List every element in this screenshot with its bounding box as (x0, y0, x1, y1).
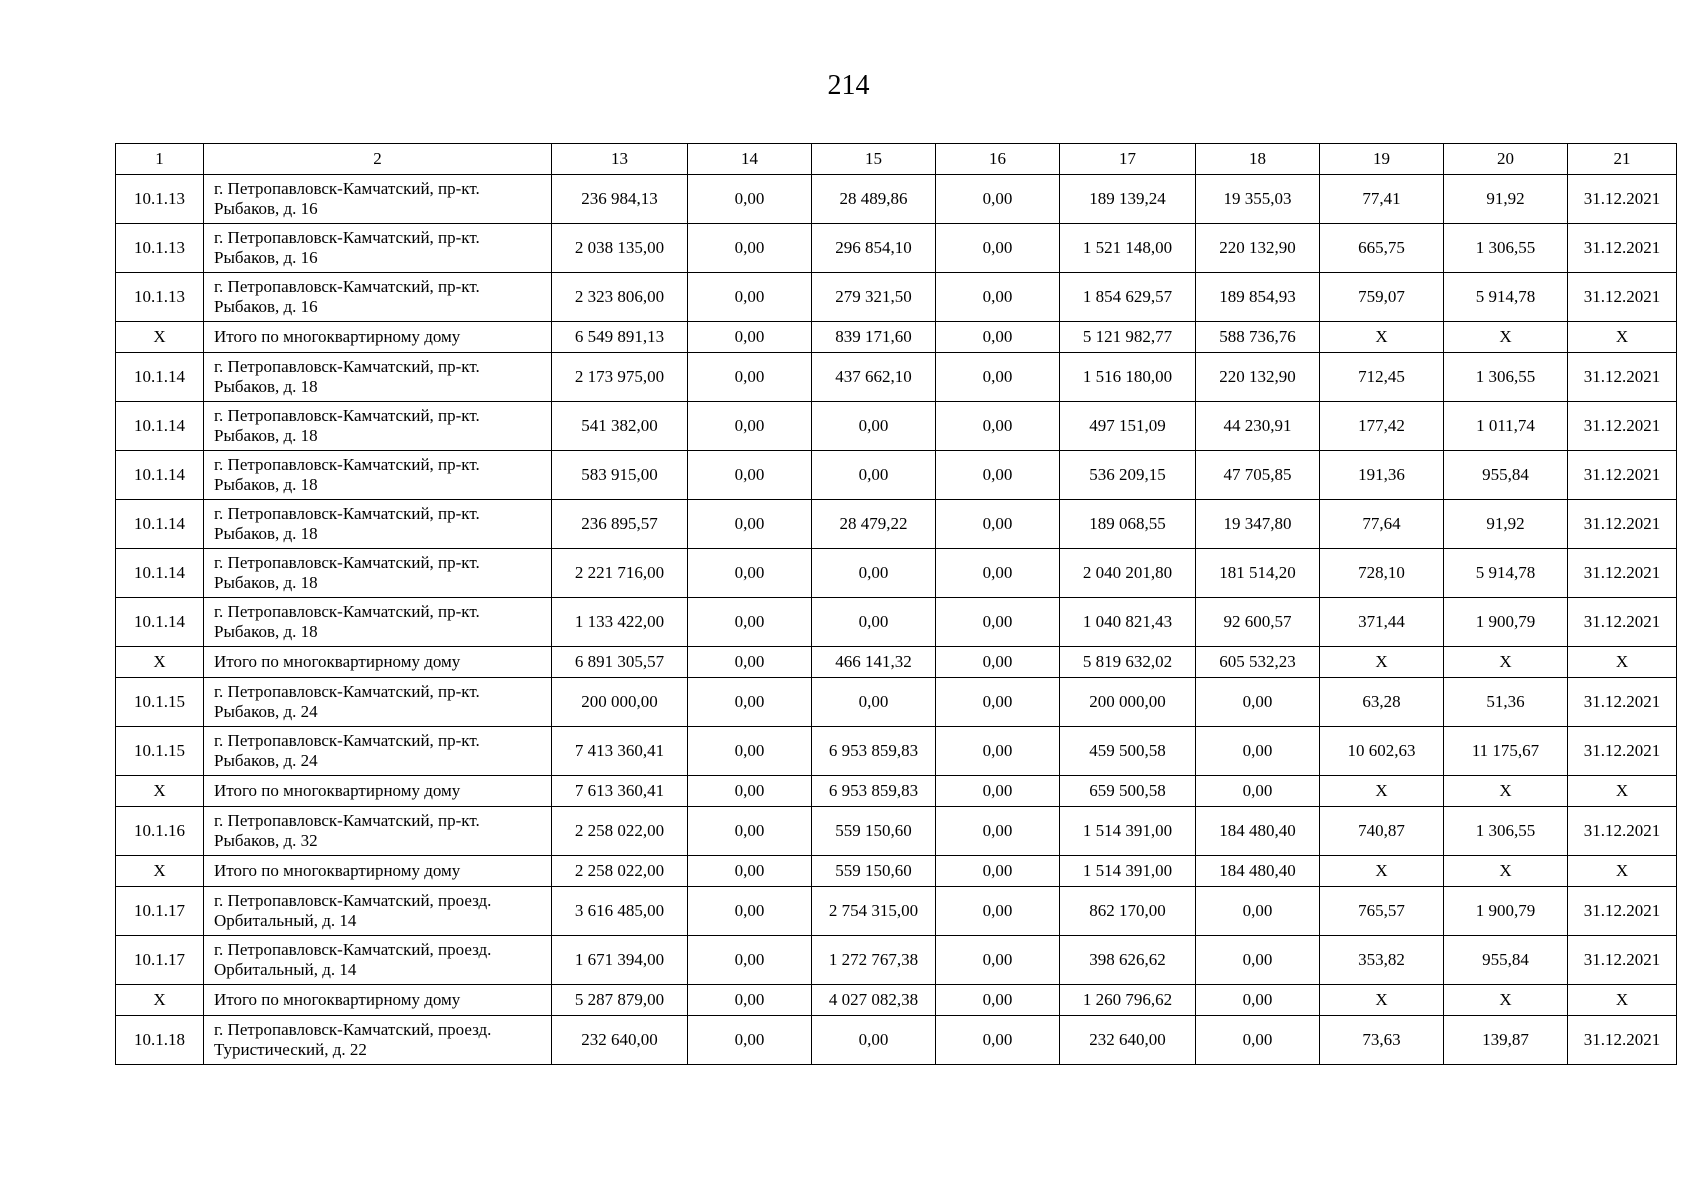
col14-cell: 0,00 (688, 678, 812, 727)
total-row (116, 647, 1677, 678)
row-number-cell: 10.1.14 (116, 353, 204, 402)
col15-cell: 279 321,50 (812, 273, 936, 322)
date-cell: X (1568, 776, 1677, 807)
row-number-cell: 10.1.15 (116, 678, 204, 727)
table-row (116, 175, 1677, 224)
column-number: 13 (552, 144, 688, 175)
row-number-cell: 10.1.17 (116, 887, 204, 936)
address-cell: г. Петропавловск-Камчатский, пр-кт. Рыбаков, д. 18 (204, 549, 552, 598)
row-number-cell: X (116, 647, 204, 678)
address-cell: г. Петропавловск-Камчатский, пр-кт. Рыбаков, д. 18 (204, 402, 552, 451)
address-cell: г. Петропавловск-Камчатский, проезд. Орбитальный, д. 14 (204, 936, 552, 985)
col17-cell: 862 170,00 (1060, 887, 1196, 936)
address-cell: Итого по многоквартирному дому (204, 856, 552, 887)
col16-cell: 0,00 (936, 224, 1060, 273)
col20-cell: 955,84 (1444, 936, 1568, 985)
col16-cell: 0,00 (936, 1016, 1060, 1065)
address-cell: г. Петропавловск-Камчатский, пр-кт. Рыбаков, д. 16 (204, 273, 552, 322)
col19-cell: 73,63 (1320, 1016, 1444, 1065)
col17-cell: 459 500,58 (1060, 727, 1196, 776)
col19-cell: 77,64 (1320, 500, 1444, 549)
col18-cell: 0,00 (1196, 1016, 1320, 1065)
col19-cell: 665,75 (1320, 224, 1444, 273)
col16-cell: 0,00 (936, 807, 1060, 856)
col18-cell: 184 480,40 (1196, 807, 1320, 856)
col15-cell: 296 854,10 (812, 224, 936, 273)
col20-cell: X (1444, 856, 1568, 887)
col16-cell: 0,00 (936, 598, 1060, 647)
col20-cell: X (1444, 776, 1568, 807)
row-number-cell: 10.1.18 (116, 1016, 204, 1065)
col13-cell: 2 258 022,00 (552, 807, 688, 856)
address-cell: Итого по многоквартирному дому (204, 985, 552, 1016)
col18-cell: 189 854,93 (1196, 273, 1320, 322)
col14-cell: 0,00 (688, 807, 812, 856)
col18-cell: 0,00 (1196, 887, 1320, 936)
col16-cell: 0,00 (936, 727, 1060, 776)
col18-cell: 0,00 (1196, 985, 1320, 1016)
col17-cell: 5 121 982,77 (1060, 322, 1196, 353)
col17-cell: 659 500,58 (1060, 776, 1196, 807)
row-number-cell: X (116, 322, 204, 353)
date-cell: 31.12.2021 (1568, 1016, 1677, 1065)
col18-cell: 19 347,80 (1196, 500, 1320, 549)
col13-cell: 3 616 485,00 (552, 887, 688, 936)
col20-cell: X (1444, 985, 1568, 1016)
col14-cell: 0,00 (688, 776, 812, 807)
col14-cell: 0,00 (688, 936, 812, 985)
col16-cell: 0,00 (936, 887, 1060, 936)
col17-cell: 1 514 391,00 (1060, 856, 1196, 887)
address-cell: г. Петропавловск-Камчатский, пр-кт. Рыбаков, д. 18 (204, 353, 552, 402)
col15-cell: 0,00 (812, 598, 936, 647)
col14-cell: 0,00 (688, 647, 812, 678)
row-number-cell: 10.1.16 (116, 807, 204, 856)
col13-cell: 5 287 879,00 (552, 985, 688, 1016)
column-number: 20 (1444, 144, 1568, 175)
col20-cell: X (1444, 647, 1568, 678)
col14-cell: 0,00 (688, 598, 812, 647)
col19-cell: 371,44 (1320, 598, 1444, 647)
row-number-cell: 10.1.17 (116, 936, 204, 985)
col13-cell: 2 038 135,00 (552, 224, 688, 273)
col19-cell: X (1320, 985, 1444, 1016)
col14-cell: 0,00 (688, 224, 812, 273)
table-row (116, 273, 1677, 322)
address-cell: г. Петропавловск-Камчатский, пр-кт. Рыбаков, д. 16 (204, 224, 552, 273)
col20-cell: 955,84 (1444, 451, 1568, 500)
col13-cell: 7 613 360,41 (552, 776, 688, 807)
col18-cell: 0,00 (1196, 936, 1320, 985)
col20-cell: 91,92 (1444, 175, 1568, 224)
col16-cell: 0,00 (936, 936, 1060, 985)
col18-cell: 181 514,20 (1196, 549, 1320, 598)
col14-cell: 0,00 (688, 451, 812, 500)
col14-cell: 0,00 (688, 985, 812, 1016)
table-row (116, 807, 1677, 856)
col20-cell: 1 900,79 (1444, 887, 1568, 936)
col18-cell: 0,00 (1196, 678, 1320, 727)
col14-cell: 0,00 (688, 322, 812, 353)
table-row (116, 224, 1677, 273)
col17-cell: 1 521 148,00 (1060, 224, 1196, 273)
address-cell: г. Петропавловск-Камчатский, пр-кт. Рыбаков, д. 24 (204, 678, 552, 727)
col13-cell: 236 984,13 (552, 175, 688, 224)
row-number-cell: 10.1.15 (116, 727, 204, 776)
col17-cell: 398 626,62 (1060, 936, 1196, 985)
col13-cell: 232 640,00 (552, 1016, 688, 1065)
row-number-cell: X (116, 856, 204, 887)
col19-cell: X (1320, 647, 1444, 678)
column-number: 21 (1568, 144, 1677, 175)
col17-cell: 497 151,09 (1060, 402, 1196, 451)
col14-cell: 0,00 (688, 175, 812, 224)
date-cell: 31.12.2021 (1568, 353, 1677, 402)
col13-cell: 541 382,00 (552, 402, 688, 451)
col17-cell: 189 068,55 (1060, 500, 1196, 549)
table-row (116, 549, 1677, 598)
col17-cell: 2 040 201,80 (1060, 549, 1196, 598)
col16-cell: 0,00 (936, 776, 1060, 807)
row-number-cell: 10.1.13 (116, 224, 204, 273)
address-cell: г. Петропавловск-Камчатский, пр-кт. Рыбаков, д. 16 (204, 175, 552, 224)
row-number-cell: 10.1.14 (116, 402, 204, 451)
col14-cell: 0,00 (688, 549, 812, 598)
col18-cell: 47 705,85 (1196, 451, 1320, 500)
total-row (116, 985, 1677, 1016)
col15-cell: 2 754 315,00 (812, 887, 936, 936)
table-row (116, 936, 1677, 985)
col19-cell: 728,10 (1320, 549, 1444, 598)
col16-cell: 0,00 (936, 549, 1060, 598)
col15-cell: 0,00 (812, 402, 936, 451)
col14-cell: 0,00 (688, 887, 812, 936)
col16-cell: 0,00 (936, 402, 1060, 451)
col13-cell: 2 173 975,00 (552, 353, 688, 402)
column-number: 15 (812, 144, 936, 175)
column-number: 1 (116, 144, 204, 175)
date-cell: X (1568, 856, 1677, 887)
date-cell: 31.12.2021 (1568, 936, 1677, 985)
col19-cell: 740,87 (1320, 807, 1444, 856)
col15-cell: 559 150,60 (812, 807, 936, 856)
col15-cell: 466 141,32 (812, 647, 936, 678)
column-number: 16 (936, 144, 1060, 175)
col18-cell: 0,00 (1196, 776, 1320, 807)
col18-cell: 19 355,03 (1196, 175, 1320, 224)
col19-cell: 63,28 (1320, 678, 1444, 727)
col13-cell: 2 258 022,00 (552, 856, 688, 887)
col14-cell: 0,00 (688, 500, 812, 549)
col13-cell: 6 891 305,57 (552, 647, 688, 678)
table-row (116, 402, 1677, 451)
col16-cell: 0,00 (936, 856, 1060, 887)
col17-cell: 1 854 629,57 (1060, 273, 1196, 322)
col17-cell: 232 640,00 (1060, 1016, 1196, 1065)
table-row (116, 598, 1677, 647)
date-cell: 31.12.2021 (1568, 273, 1677, 322)
col17-cell: 1 260 796,62 (1060, 985, 1196, 1016)
col13-cell: 6 549 891,13 (552, 322, 688, 353)
col16-cell: 0,00 (936, 678, 1060, 727)
table-row (116, 353, 1677, 402)
table-row (116, 1016, 1677, 1065)
row-number-cell: 10.1.14 (116, 598, 204, 647)
col13-cell: 1 671 394,00 (552, 936, 688, 985)
address-cell: г. Петропавловск-Камчатский, пр-кт. Рыбаков, д. 18 (204, 451, 552, 500)
total-row (116, 856, 1677, 887)
col14-cell: 0,00 (688, 1016, 812, 1065)
col19-cell: 191,36 (1320, 451, 1444, 500)
date-cell: 31.12.2021 (1568, 727, 1677, 776)
date-cell: X (1568, 985, 1677, 1016)
col15-cell: 6 953 859,83 (812, 776, 936, 807)
row-number-cell: 10.1.13 (116, 273, 204, 322)
col20-cell: 5 914,78 (1444, 549, 1568, 598)
col14-cell: 0,00 (688, 353, 812, 402)
col13-cell: 236 895,57 (552, 500, 688, 549)
col15-cell: 0,00 (812, 451, 936, 500)
col20-cell: 91,92 (1444, 500, 1568, 549)
col16-cell: 0,00 (936, 353, 1060, 402)
column-number: 19 (1320, 144, 1444, 175)
col15-cell: 1 272 767,38 (812, 936, 936, 985)
col18-cell: 220 132,90 (1196, 353, 1320, 402)
col20-cell: 11 175,67 (1444, 727, 1568, 776)
address-cell: Итого по многоквартирному дому (204, 647, 552, 678)
total-row (116, 776, 1677, 807)
col17-cell: 1 040 821,43 (1060, 598, 1196, 647)
date-cell: X (1568, 647, 1677, 678)
col20-cell: 1 900,79 (1444, 598, 1568, 647)
column-number: 18 (1196, 144, 1320, 175)
col16-cell: 0,00 (936, 451, 1060, 500)
address-cell: г. Петропавловск-Камчатский, пр-кт. Рыбаков, д. 18 (204, 500, 552, 549)
row-number-cell: 10.1.14 (116, 500, 204, 549)
table-row (116, 451, 1677, 500)
col20-cell: 1 306,55 (1444, 807, 1568, 856)
date-cell: 31.12.2021 (1568, 598, 1677, 647)
col13-cell: 1 133 422,00 (552, 598, 688, 647)
col20-cell: 1 306,55 (1444, 353, 1568, 402)
total-row (116, 322, 1677, 353)
col18-cell: 605 532,23 (1196, 647, 1320, 678)
date-cell: 31.12.2021 (1568, 175, 1677, 224)
page-number: 214 (827, 70, 870, 101)
address-cell: г. Петропавловск-Камчатский, пр-кт. Рыбаков, д. 18 (204, 598, 552, 647)
col19-cell: X (1320, 856, 1444, 887)
col13-cell: 7 413 360,41 (552, 727, 688, 776)
col19-cell: 10 602,63 (1320, 727, 1444, 776)
col14-cell: 0,00 (688, 727, 812, 776)
row-number-cell: 10.1.14 (116, 451, 204, 500)
col15-cell: 28 479,22 (812, 500, 936, 549)
col17-cell: 5 819 632,02 (1060, 647, 1196, 678)
col19-cell: 353,82 (1320, 936, 1444, 985)
column-number-row (116, 144, 1677, 175)
col17-cell: 536 209,15 (1060, 451, 1196, 500)
address-cell: г. Петропавловск-Камчатский, пр-кт. Рыбаков, д. 24 (204, 727, 552, 776)
col19-cell: 765,57 (1320, 887, 1444, 936)
col13-cell: 583 915,00 (552, 451, 688, 500)
data-table (115, 143, 1677, 1065)
row-number-cell: 10.1.14 (116, 549, 204, 598)
column-number: 14 (688, 144, 812, 175)
col15-cell: 6 953 859,83 (812, 727, 936, 776)
address-cell: Итого по многоквартирному дому (204, 322, 552, 353)
col20-cell: 1 306,55 (1444, 224, 1568, 273)
col17-cell: 189 139,24 (1060, 175, 1196, 224)
col18-cell: 92 600,57 (1196, 598, 1320, 647)
col15-cell: 437 662,10 (812, 353, 936, 402)
col13-cell: 2 323 806,00 (552, 273, 688, 322)
col15-cell: 0,00 (812, 549, 936, 598)
table-row (116, 727, 1677, 776)
col15-cell: 0,00 (812, 678, 936, 727)
table-row (116, 678, 1677, 727)
col20-cell: 1 011,74 (1444, 402, 1568, 451)
col14-cell: 0,00 (688, 856, 812, 887)
col18-cell: 44 230,91 (1196, 402, 1320, 451)
address-cell: г. Петропавловск-Камчатский, пр-кт. Рыбаков, д. 32 (204, 807, 552, 856)
col15-cell: 0,00 (812, 1016, 936, 1065)
col20-cell: 51,36 (1444, 678, 1568, 727)
col16-cell: 0,00 (936, 500, 1060, 549)
col20-cell: 139,87 (1444, 1016, 1568, 1065)
col16-cell: 0,00 (936, 985, 1060, 1016)
date-cell: 31.12.2021 (1568, 451, 1677, 500)
col19-cell: 177,42 (1320, 402, 1444, 451)
col15-cell: 4 027 082,38 (812, 985, 936, 1016)
date-cell: 31.12.2021 (1568, 887, 1677, 936)
address-cell: г. Петропавловск-Камчатский, проезд. Орбитальный, д. 14 (204, 887, 552, 936)
col17-cell: 1 514 391,00 (1060, 807, 1196, 856)
date-cell: 31.12.2021 (1568, 500, 1677, 549)
col15-cell: 839 171,60 (812, 322, 936, 353)
col20-cell: X (1444, 322, 1568, 353)
table-row (116, 887, 1677, 936)
col18-cell: 184 480,40 (1196, 856, 1320, 887)
row-number-cell: X (116, 985, 204, 1016)
table-body (116, 144, 1677, 1065)
col18-cell: 588 736,76 (1196, 322, 1320, 353)
col16-cell: 0,00 (936, 273, 1060, 322)
column-number: 2 (204, 144, 552, 175)
table-row (116, 500, 1677, 549)
col13-cell: 200 000,00 (552, 678, 688, 727)
col19-cell: X (1320, 322, 1444, 353)
date-cell: X (1568, 322, 1677, 353)
col15-cell: 559 150,60 (812, 856, 936, 887)
col19-cell: X (1320, 776, 1444, 807)
date-cell: 31.12.2021 (1568, 224, 1677, 273)
col16-cell: 0,00 (936, 647, 1060, 678)
address-cell: г. Петропавловск-Камчатский, проезд. Туристический, д. 22 (204, 1016, 552, 1065)
col18-cell: 0,00 (1196, 727, 1320, 776)
col19-cell: 759,07 (1320, 273, 1444, 322)
col17-cell: 1 516 180,00 (1060, 353, 1196, 402)
row-number-cell: X (116, 776, 204, 807)
address-cell: Итого по многоквартирному дому (204, 776, 552, 807)
col18-cell: 220 132,90 (1196, 224, 1320, 273)
date-cell: 31.12.2021 (1568, 549, 1677, 598)
col17-cell: 200 000,00 (1060, 678, 1196, 727)
col19-cell: 712,45 (1320, 353, 1444, 402)
date-cell: 31.12.2021 (1568, 402, 1677, 451)
col14-cell: 0,00 (688, 402, 812, 451)
col19-cell: 77,41 (1320, 175, 1444, 224)
col13-cell: 2 221 716,00 (552, 549, 688, 598)
row-number-cell: 10.1.13 (116, 175, 204, 224)
col16-cell: 0,00 (936, 322, 1060, 353)
col14-cell: 0,00 (688, 273, 812, 322)
col15-cell: 28 489,86 (812, 175, 936, 224)
column-number: 17 (1060, 144, 1196, 175)
date-cell: 31.12.2021 (1568, 807, 1677, 856)
col20-cell: 5 914,78 (1444, 273, 1568, 322)
date-cell: 31.12.2021 (1568, 678, 1677, 727)
col16-cell: 0,00 (936, 175, 1060, 224)
